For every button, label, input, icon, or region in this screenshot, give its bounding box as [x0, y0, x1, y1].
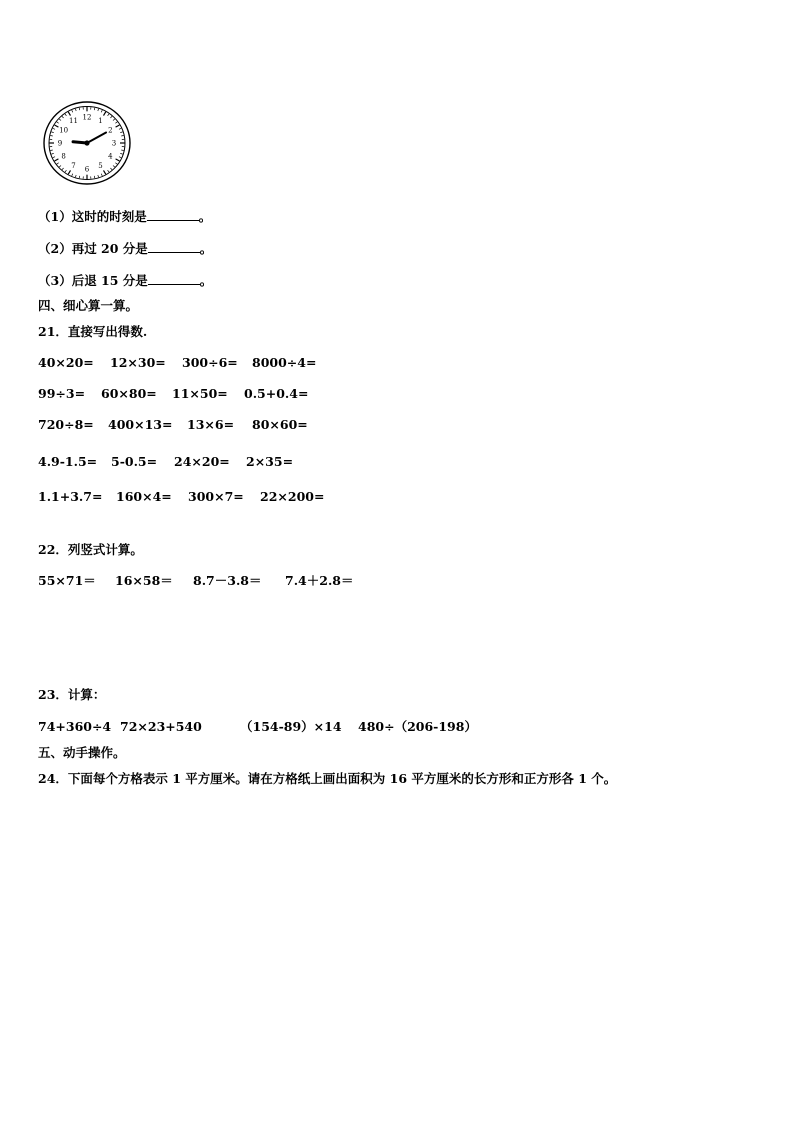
clock-tick	[68, 170, 70, 174]
calc-row-3	[38, 417, 308, 433]
clock-tick	[65, 170, 66, 172]
question-sub-3: （3）后退 15 分是 。	[38, 273, 213, 288]
clock-tick	[57, 163, 59, 164]
clock-tick	[55, 125, 59, 127]
clock-number: 2	[108, 126, 113, 135]
question-sub-1: （1）这时的时刻是 。	[38, 209, 212, 224]
question-sub-3-text: （3）后退 15 分是	[38, 273, 148, 288]
calc-item: 11×50=	[172, 386, 228, 401]
clock-tick	[110, 116, 112, 118]
clock-tick	[113, 119, 115, 121]
clock-number: 9	[57, 139, 63, 148]
calc-item: 0.5+0.4=	[244, 386, 309, 401]
clock-tick	[72, 110, 73, 112]
expression-item: 480÷（206-198）	[358, 719, 477, 734]
clock-number: 3	[111, 139, 117, 148]
clock-number: 12	[82, 113, 92, 122]
calc-item: 99÷3=	[38, 386, 86, 401]
question-23-title: 23．计算：	[38, 687, 106, 702]
clock-tick	[120, 132, 122, 133]
clock-tick	[116, 125, 120, 127]
calc-row-1	[38, 355, 316, 371]
calc-row-5	[38, 489, 324, 505]
clock-tick	[101, 110, 102, 112]
question-sub-2-text: （2）再过 20 分是	[38, 241, 148, 256]
clock-tick	[119, 128, 121, 129]
question-sub-2: （2）再过 20 分是 。	[38, 241, 213, 256]
section-four-heading: 四、细心算一算。	[38, 298, 139, 313]
clock-tick	[79, 176, 80, 178]
clock-number: 4	[108, 152, 113, 161]
clock-number: 7	[71, 162, 76, 171]
calc-item: 300×7=	[188, 489, 244, 504]
clock-tick	[104, 112, 106, 116]
clock-tick	[75, 175, 76, 177]
calc-item: 400×13=	[108, 417, 173, 432]
calc-item: 300÷6=	[182, 355, 238, 370]
expression-item: 72×23+540	[120, 719, 202, 734]
clock-tick	[68, 112, 70, 116]
question-22-title: 22．列竖式计算。	[38, 542, 143, 557]
calc-row-2	[38, 386, 308, 402]
vertical-calc-item: 55×71＝	[38, 573, 96, 588]
minute-hand	[87, 133, 106, 144]
clock-tick	[98, 175, 99, 177]
calc-item: 720÷8=	[38, 417, 94, 432]
clock-tick	[72, 174, 73, 176]
clock-tick	[115, 122, 117, 123]
question-24-text: 24．下面每个方格表示 1 平方厘米。请在方格纸上画出面积为 16 平方厘米的长方形和正方形各 1 个。	[38, 771, 617, 786]
vertical-calc-item: 8.7－3.8＝	[193, 573, 262, 588]
clock-tick	[57, 122, 59, 123]
clock-tick	[119, 157, 121, 158]
calc-item: 12×30=	[110, 355, 166, 370]
clock-tick	[115, 163, 117, 164]
clock-tick	[51, 132, 53, 133]
clock-tick	[51, 153, 53, 154]
clock-tick	[59, 119, 61, 121]
clock-face	[42, 100, 132, 186]
vertical-calc-item: 16×58＝	[115, 573, 173, 588]
vertical-calc-row	[38, 573, 354, 589]
clock-tick	[113, 165, 115, 167]
clock-number: 8	[61, 152, 66, 161]
clock-number: 11	[69, 116, 78, 125]
calc-item: 2×35=	[246, 454, 294, 469]
calc-item: 1.1+3.7=	[38, 489, 103, 504]
clock-number: 10	[59, 126, 69, 135]
question-21-title: 21．直接写出得数.	[38, 324, 148, 339]
clock-tick	[94, 176, 95, 178]
clock-tick	[120, 153, 122, 154]
calc-item: 8000÷4=	[252, 355, 317, 370]
calc-item: 24×20=	[174, 454, 230, 469]
clock-tick	[55, 159, 59, 161]
clock-tick	[79, 108, 80, 110]
clock-tick	[75, 109, 76, 111]
clock-number: 5	[98, 162, 103, 171]
calc-item: 5-0.5=	[111, 454, 158, 469]
clock-tick	[62, 168, 64, 170]
clock-tick	[98, 109, 99, 111]
clock-tick	[104, 170, 106, 174]
clock-tick	[59, 165, 61, 167]
calc-item: 160×4=	[116, 489, 172, 504]
calc-item: 22×200=	[260, 489, 325, 504]
clock-tick	[53, 157, 55, 158]
answer-blank-3[interactable]	[148, 272, 200, 285]
clock-number: 1	[98, 116, 103, 125]
answer-blank-2[interactable]	[148, 240, 200, 253]
calc-item: 13×6=	[187, 417, 235, 432]
expression-item: 74+360÷4	[38, 719, 112, 734]
clock-tick	[65, 114, 66, 116]
vertical-calc-item: 7.4＋2.8＝	[285, 573, 354, 588]
clock-tick	[116, 159, 120, 161]
calc-item: 80×60=	[252, 417, 308, 432]
calc-item: 4.9-1.5=	[38, 454, 98, 469]
clock-tick	[94, 108, 95, 110]
calc-row-4	[38, 454, 293, 470]
section-five-heading: 五、动手操作。	[38, 745, 126, 760]
clock-tick	[53, 128, 55, 129]
expression-item: （154-89）×14	[240, 719, 342, 734]
clock-tick	[101, 174, 102, 176]
calc-item: 60×80=	[101, 386, 157, 401]
clock-number: 6	[84, 165, 90, 174]
expression-row	[38, 719, 477, 735]
calc-item: 40×20=	[38, 355, 94, 370]
answer-blank-1[interactable]	[147, 208, 199, 221]
clock-tick	[108, 170, 109, 172]
clock-tick	[110, 168, 112, 170]
clock-tick	[108, 114, 109, 116]
question-sub-1-text: （1）这时的时刻是	[38, 209, 147, 224]
clock-tick	[62, 116, 64, 118]
